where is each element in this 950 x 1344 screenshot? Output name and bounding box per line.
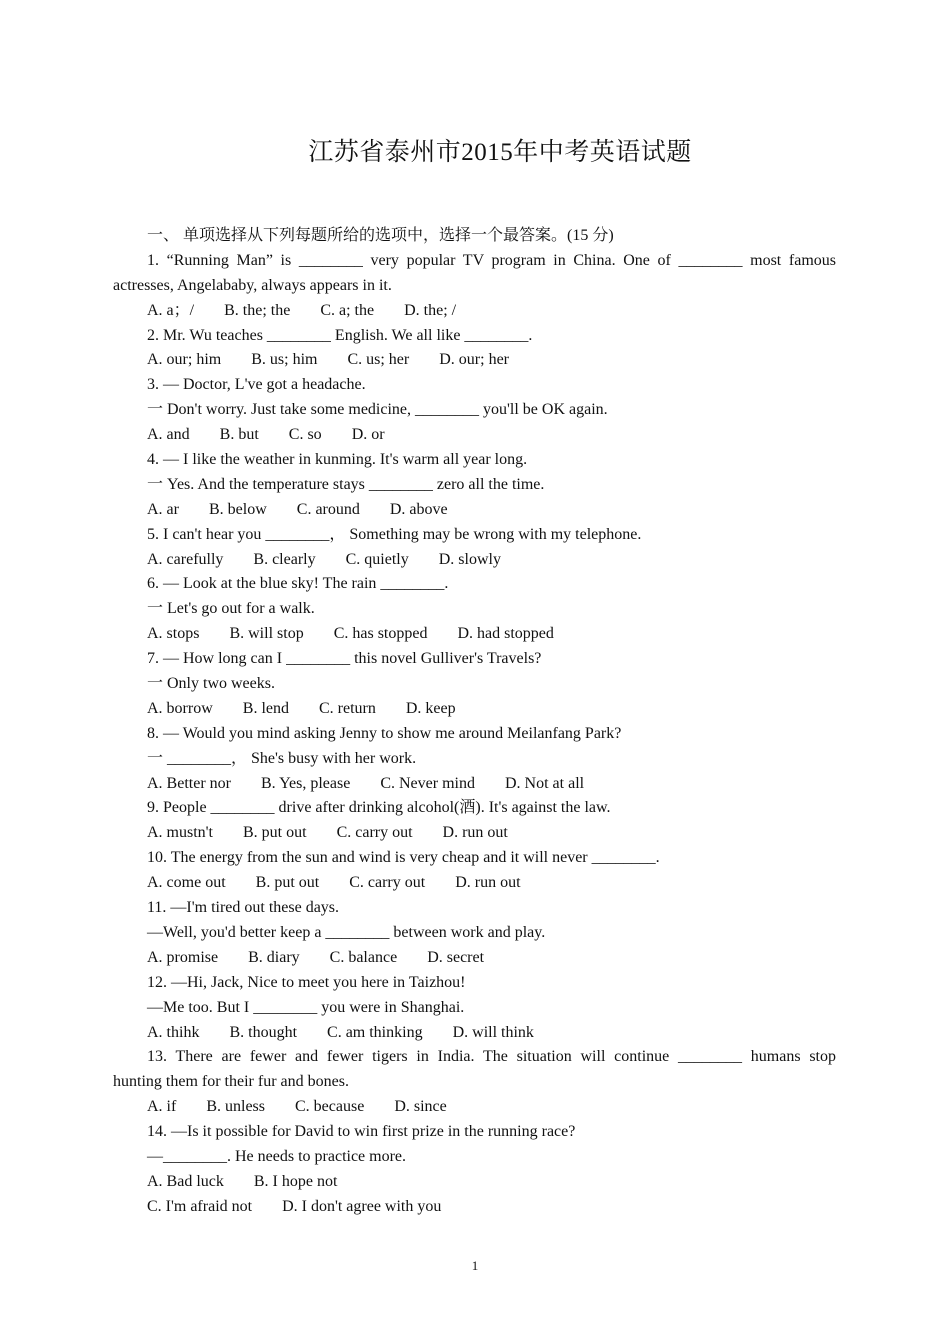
option-a: A. if — [147, 1098, 177, 1116]
option-b: B. lend — [242, 699, 289, 717]
question-text: 3. — Doctor, L've got a headache. — [147, 376, 366, 394]
options-row — [113, 1170, 836, 1195]
question-3 — [113, 373, 836, 448]
question-text: 10. The energy from the sun and wind is very cheap and it will never ________. — [147, 849, 660, 867]
options-row — [113, 299, 836, 324]
question-7 — [113, 647, 836, 722]
option-c: C. balance — [329, 948, 398, 966]
question-text-continued: actresses, Angelababy, always appears in it. — [113, 276, 392, 294]
option-b: B. diary — [248, 948, 300, 966]
option-d: D. had stopped — [457, 625, 554, 643]
option-c: C. quietly — [345, 550, 409, 568]
question-text: 7. — How long can I ________ this novel Gulliver's Travels? — [147, 650, 542, 668]
option-a: A. mustn't — [147, 824, 213, 842]
option-d: D. secret — [427, 948, 485, 966]
options-row — [113, 1095, 836, 1120]
options-row-2 — [113, 1195, 836, 1220]
options-row — [113, 697, 836, 722]
question-text: 12. —Hi, Jack, Nice to meet you here in Taizhou! — [147, 973, 466, 991]
question-10 — [113, 846, 836, 896]
options-row — [113, 548, 836, 573]
option-c: C. has stopped — [333, 625, 428, 643]
option-d: D. our; her — [439, 351, 509, 369]
option-b: B. the; the — [224, 301, 291, 319]
option-d: D. the; / — [404, 301, 457, 319]
dialogue-reply: 一 Let's go out for a walk. — [147, 600, 315, 618]
option-a: A. and — [147, 426, 190, 444]
options-row — [113, 1021, 836, 1046]
dialogue-reply: 一 Yes. And the temperature stays ________ zero all the time. — [147, 475, 545, 493]
option-b: B. will stop — [229, 625, 304, 643]
option-a: A. ar — [147, 500, 179, 518]
option-d: D. run out — [455, 874, 521, 892]
question-text: 4. — I like the weather in kunming. It's warm all year long. — [147, 451, 528, 469]
question-9 — [113, 796, 836, 846]
option-b: B. I hope not — [253, 1172, 338, 1190]
options-row — [113, 821, 836, 846]
options-row — [113, 622, 836, 647]
question-text: 14. —Is it possible for David to win first prize in the running race? — [147, 1123, 576, 1141]
question-text: 1. “Running Man” is ________ very popular TV program in China. One of ________ most famous — [147, 251, 836, 269]
options-row — [113, 871, 836, 896]
question-text: 11. —I'm tired out these days. — [147, 899, 340, 917]
dialogue-reply: 一 Don't worry. Just take some medicine, ________ you'll be OK again. — [147, 401, 608, 419]
options-row — [113, 348, 836, 373]
question-14 — [113, 1120, 836, 1220]
option-c: C. carry out — [349, 874, 426, 892]
option-d: D. above — [389, 500, 448, 518]
page-number: 1 — [471, 1258, 479, 1273]
option-c: C. return — [318, 699, 376, 717]
question-6 — [113, 572, 836, 647]
option-b: B. clearly — [253, 550, 316, 568]
section-heading: 一、 单项选择从下列每题所给的选项中，选择一个最答案。(15 分) — [147, 227, 614, 244]
dialogue-reply: —Me too. But I ________ you were in Shanghai. — [147, 998, 465, 1016]
question-text: 8. — Would you mind asking Jenny to show me around Meilanfang Park? — [147, 724, 622, 742]
option-a: A. thihk — [147, 1023, 200, 1041]
option-b: B. but — [219, 426, 259, 444]
question-2 — [113, 324, 836, 374]
page-title: 江苏省泰州市2015年中考英语试题 — [308, 139, 692, 166]
option-c: C. us; her — [347, 351, 410, 369]
option-d: D. run out — [442, 824, 508, 842]
option-c: C. so — [288, 426, 322, 444]
option-c: C. because — [295, 1098, 365, 1116]
question-5 — [113, 523, 836, 573]
option-b: B. put out — [243, 824, 307, 842]
option-c: C. Never mind — [380, 774, 475, 792]
dialogue-reply: 一 Only two weeks. — [147, 675, 275, 693]
question-list — [113, 224, 836, 1220]
option-a: A. promise — [147, 948, 219, 966]
option-d: D. slowly — [438, 550, 501, 568]
options-row — [113, 498, 836, 523]
option-a: A. borrow — [147, 699, 213, 717]
option-d: D. keep — [405, 699, 456, 717]
question-4 — [113, 448, 836, 523]
option-b: B. us; him — [251, 351, 318, 369]
question-8 — [113, 722, 836, 797]
option-d: D. will think — [452, 1023, 534, 1041]
option-d: D. Not at all — [504, 774, 585, 792]
option-d: D. I don't agree with you — [282, 1197, 442, 1215]
option-a: A. Better nor — [147, 774, 231, 792]
option-a: A. our; him — [147, 351, 222, 369]
option-d: D. or — [351, 426, 385, 444]
option-c: C. carry out — [336, 824, 413, 842]
option-b: B. unless — [206, 1098, 265, 1116]
question-text-continued: hunting them for their fur and bones. — [113, 1073, 349, 1091]
question-12 — [113, 971, 836, 1046]
options-row — [113, 946, 836, 971]
dialogue-reply: —Well, you'd better keep a ________ between work and play. — [147, 923, 546, 941]
dialogue-reply: 一 ________， She's busy with her work. — [147, 749, 417, 767]
option-c: C. am thinking — [327, 1023, 423, 1041]
options-row — [113, 772, 836, 797]
option-a: A. stops — [147, 625, 200, 643]
question-13 — [113, 1045, 836, 1120]
question-text: 13. There are fewer and fewer tigers in India. The situation will continue ________ humans stop — [147, 1048, 836, 1066]
question-text: 5. I can't hear you ________， Something may be wrong with my telephone. — [147, 525, 642, 543]
option-d: D. since — [394, 1098, 447, 1116]
option-b: B. put out — [255, 874, 320, 892]
dialogue-reply: —________. He needs to practice more. — [147, 1147, 407, 1165]
option-a: A. Bad luck — [147, 1172, 224, 1190]
option-a: A. carefully — [147, 550, 224, 568]
option-a: A. come out — [147, 874, 226, 892]
question-text: 2. Mr. Wu teaches ________ English. We all like ________. — [147, 326, 533, 344]
question-1 — [113, 249, 836, 324]
option-b: B. thought — [229, 1023, 298, 1041]
option-c: C. around — [296, 500, 360, 518]
option-a: A. a；/ — [147, 301, 195, 319]
option-c: C. I'm afraid not — [147, 1197, 253, 1215]
question-11 — [113, 896, 836, 971]
question-text: 6. — Look at the blue sky! The rain ________. — [147, 575, 449, 593]
options-row — [113, 423, 836, 448]
option-b: B. below — [208, 500, 267, 518]
option-b: B. Yes, please — [260, 774, 351, 792]
option-c: C. a; the — [320, 301, 375, 319]
question-text: 9. People ________ drive after drinking alcohol(酒). It's against the law. — [147, 799, 611, 817]
